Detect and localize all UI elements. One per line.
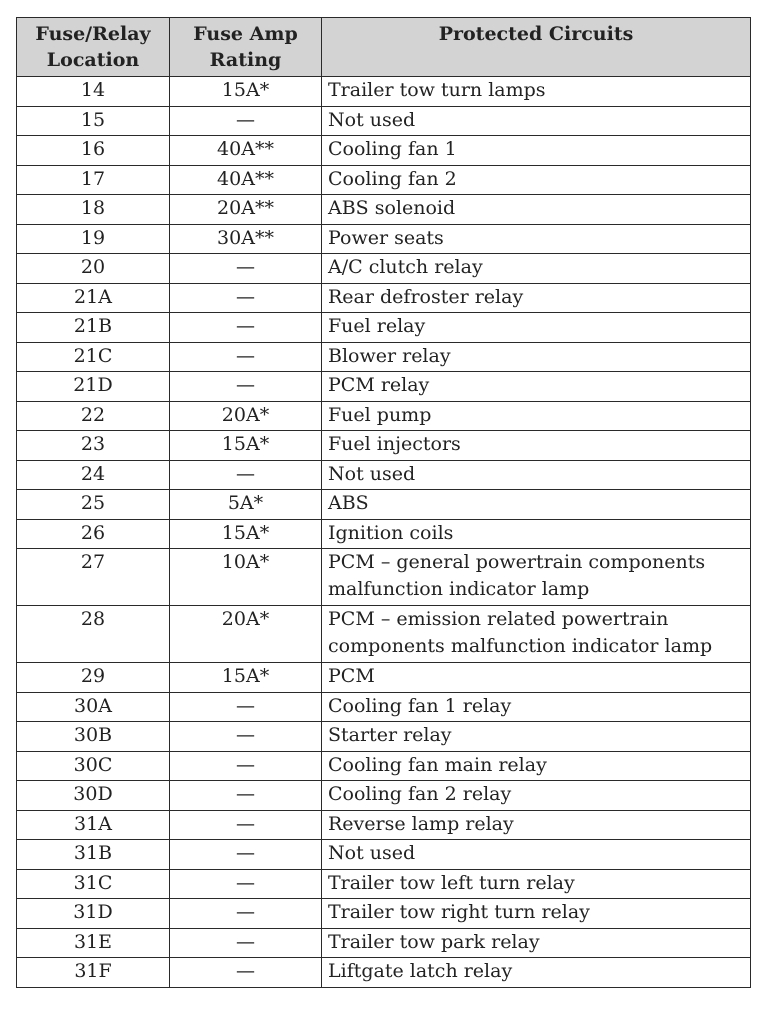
protected-circuit-cell [322,195,751,225]
header-label-line: Location [46,49,140,71]
circuit-text-line: Liftgate latch relay [328,960,513,982]
protected-circuit-cell [322,928,751,958]
circuit-text-line: Cooling fan 2 [328,167,457,190]
fuse-location-cell: 31B [17,840,170,870]
fuse-location-cell: 31F [17,958,170,988]
fuse-location-cell: 19 [17,224,170,254]
fuse-location-cell: 21B [17,313,170,343]
table-row [17,958,751,988]
table-row [17,342,751,372]
circuit-text-line: PCM – general powertrain components [328,551,706,573]
circuit-text-line: Trailer tow left turn relay [328,871,575,894]
table-row [17,781,751,811]
table-row [17,606,751,663]
protected-circuit-cell [322,372,751,402]
protected-circuit-cell [322,313,751,343]
protected-circuit-cell [322,519,751,549]
header-protected-circuits [322,18,751,77]
circuit-text-line: Blower relay [328,344,451,367]
fuse-location-cell: 21D [17,372,170,402]
table-row [17,372,751,402]
fuse-location-cell: 31E [17,928,170,958]
protected-circuit-cell [322,958,751,988]
circuit-text-line: PCM relay [328,374,430,396]
protected-circuit-cell [322,460,751,490]
circuit-text-line: A/C clutch relay [328,256,483,278]
circuit-text-line: Fuel relay [328,315,426,337]
protected-circuit-cell [322,810,751,840]
table-row [17,490,751,520]
amp-rating-cell: — [170,254,322,284]
protected-circuit-cell [322,840,751,870]
circuit-text-line: Not used [328,108,416,131]
fuse-location-cell: 28 [17,606,170,663]
protected-circuit-cell [322,431,751,461]
amp-rating-cell: — [170,692,322,722]
amp-rating-cell: — [170,869,322,899]
protected-circuit-cell [322,869,751,899]
amp-rating-cell: — [170,460,322,490]
protected-circuit-cell [322,722,751,752]
protected-circuit-cell [322,549,751,606]
header-label-line: Protected Circuits [438,23,634,45]
table-row [17,401,751,431]
table-row [17,928,751,958]
fuse-location-cell: 21C [17,342,170,372]
amp-rating-cell: — [170,283,322,313]
amp-rating-cell: 20A* [170,401,322,431]
protected-circuit-cell [322,401,751,431]
header-amp-rating [170,18,322,77]
amp-rating-cell: 10A* [170,549,322,606]
fuse-location-cell: 29 [17,663,170,693]
circuit-text-line: ABS solenoid [328,197,456,219]
fuse-location-cell: 30D [17,781,170,811]
table-row [17,751,751,781]
fuse-location-cell: 30A [17,692,170,722]
protected-circuit-cell [322,692,751,722]
fuse-location-cell: 23 [17,431,170,461]
fuse-location-cell: 26 [17,519,170,549]
table-row [17,313,751,343]
fuse-location-cell: 14 [17,77,170,107]
amp-rating-cell: 15A* [170,431,322,461]
protected-circuit-cell [322,77,751,107]
header-label-line: Fuse/Relay [35,23,151,45]
circuit-text-line: Rear defroster relay [328,285,524,308]
circuit-text-line: Starter relay [328,724,452,746]
table-row [17,77,751,107]
circuit-text-line: Not used [328,462,416,485]
table-row [17,254,751,284]
protected-circuit-cell [322,136,751,166]
amp-rating-cell: — [170,810,322,840]
table-row [17,810,751,840]
amp-rating-cell: — [170,106,322,136]
circuit-text-line: Trailer tow turn lamps [328,79,546,101]
circuit-text-line: malfunction indicator lamp [328,578,590,600]
protected-circuit-cell [322,899,751,929]
circuit-text-line: components malfunction indicator lamp [328,635,713,657]
protected-circuit-cell [322,283,751,313]
fuse-location-cell: 30C [17,751,170,781]
circuit-text-line: Fuel pump [328,403,432,426]
amp-rating-cell: 30A** [170,224,322,254]
circuit-text-line: Cooling fan 1 [328,138,457,160]
circuit-text-line: Trailer tow right turn relay [328,901,590,923]
amp-rating-cell: — [170,958,322,988]
protected-circuit-cell [322,254,751,284]
amp-rating-cell: 20A* [170,606,322,663]
circuit-text-line: Fuel injectors [328,433,461,455]
circuit-text-line: PCM [328,665,375,687]
table-row [17,869,751,899]
circuit-text-line: ABS [328,492,369,514]
amp-rating-cell: — [170,781,322,811]
table-row [17,692,751,722]
table-row [17,136,751,166]
table-row [17,165,751,195]
table-row [17,840,751,870]
amp-rating-cell: 15A* [170,519,322,549]
protected-circuit-cell [322,751,751,781]
amp-rating-cell: 15A* [170,663,322,693]
amp-rating-cell: — [170,313,322,343]
protected-circuit-cell [322,342,751,372]
fuse-location-cell: 30B [17,722,170,752]
amp-rating-cell: — [170,372,322,402]
circuit-text-line: Cooling fan main relay [328,753,547,776]
fuse-location-cell: 17 [17,165,170,195]
table-row [17,722,751,752]
header-label-line: Fuse Amp [193,23,298,45]
table-row [17,106,751,136]
header-location [17,18,170,77]
fuse-location-cell: 25 [17,490,170,520]
protected-circuit-cell [322,781,751,811]
table-row [17,519,751,549]
fuse-location-cell: 18 [17,195,170,225]
protected-circuit-cell [322,106,751,136]
protected-circuit-cell [322,224,751,254]
amp-rating-cell: — [170,342,322,372]
fuse-location-cell: 24 [17,460,170,490]
table-row [17,431,751,461]
protected-circuit-cell [322,606,751,663]
fuse-location-cell: 27 [17,549,170,606]
fuse-location-cell: 31D [17,899,170,929]
circuit-text-line: Cooling fan 1 relay [328,694,512,717]
fuse-location-cell: 22 [17,401,170,431]
circuit-text-line: Trailer tow park relay [328,930,540,953]
table-row [17,899,751,929]
table-header [17,18,751,77]
amp-rating-cell: — [170,840,322,870]
amp-rating-cell: 40A** [170,136,322,166]
protected-circuit-cell [322,165,751,195]
header-label-line: Rating [209,49,282,71]
protected-circuit-cell [322,663,751,693]
fuse-location-cell: 20 [17,254,170,284]
amp-rating-cell: — [170,928,322,958]
circuit-text-line: Power seats [328,226,444,249]
table-body [17,77,751,988]
fuse-location-cell: 16 [17,136,170,166]
table-row [17,460,751,490]
fuse-location-cell: 31A [17,810,170,840]
amp-rating-cell: — [170,751,322,781]
fuse-relay-table [16,17,751,988]
amp-rating-cell: — [170,899,322,929]
protected-circuit-cell [322,490,751,520]
amp-rating-cell: — [170,722,322,752]
header-row [17,18,751,77]
table-row [17,549,751,606]
circuit-text-line: Not used [328,842,416,864]
table-row [17,224,751,254]
circuit-text-line: Reverse lamp relay [328,812,514,835]
amp-rating-cell: 5A* [170,490,322,520]
table-row [17,663,751,693]
amp-rating-cell: 40A** [170,165,322,195]
amp-rating-cell: 20A** [170,195,322,225]
fuse-location-cell: 31C [17,869,170,899]
circuit-text-line: Ignition coils [328,521,454,544]
fuse-location-cell: 15 [17,106,170,136]
table-row [17,195,751,225]
circuit-text-line: PCM – emission related powertrain [328,608,669,630]
amp-rating-cell: 15A* [170,77,322,107]
circuit-text-line: Cooling fan 2 relay [328,783,512,805]
table-row [17,283,751,313]
fuse-location-cell: 21A [17,283,170,313]
